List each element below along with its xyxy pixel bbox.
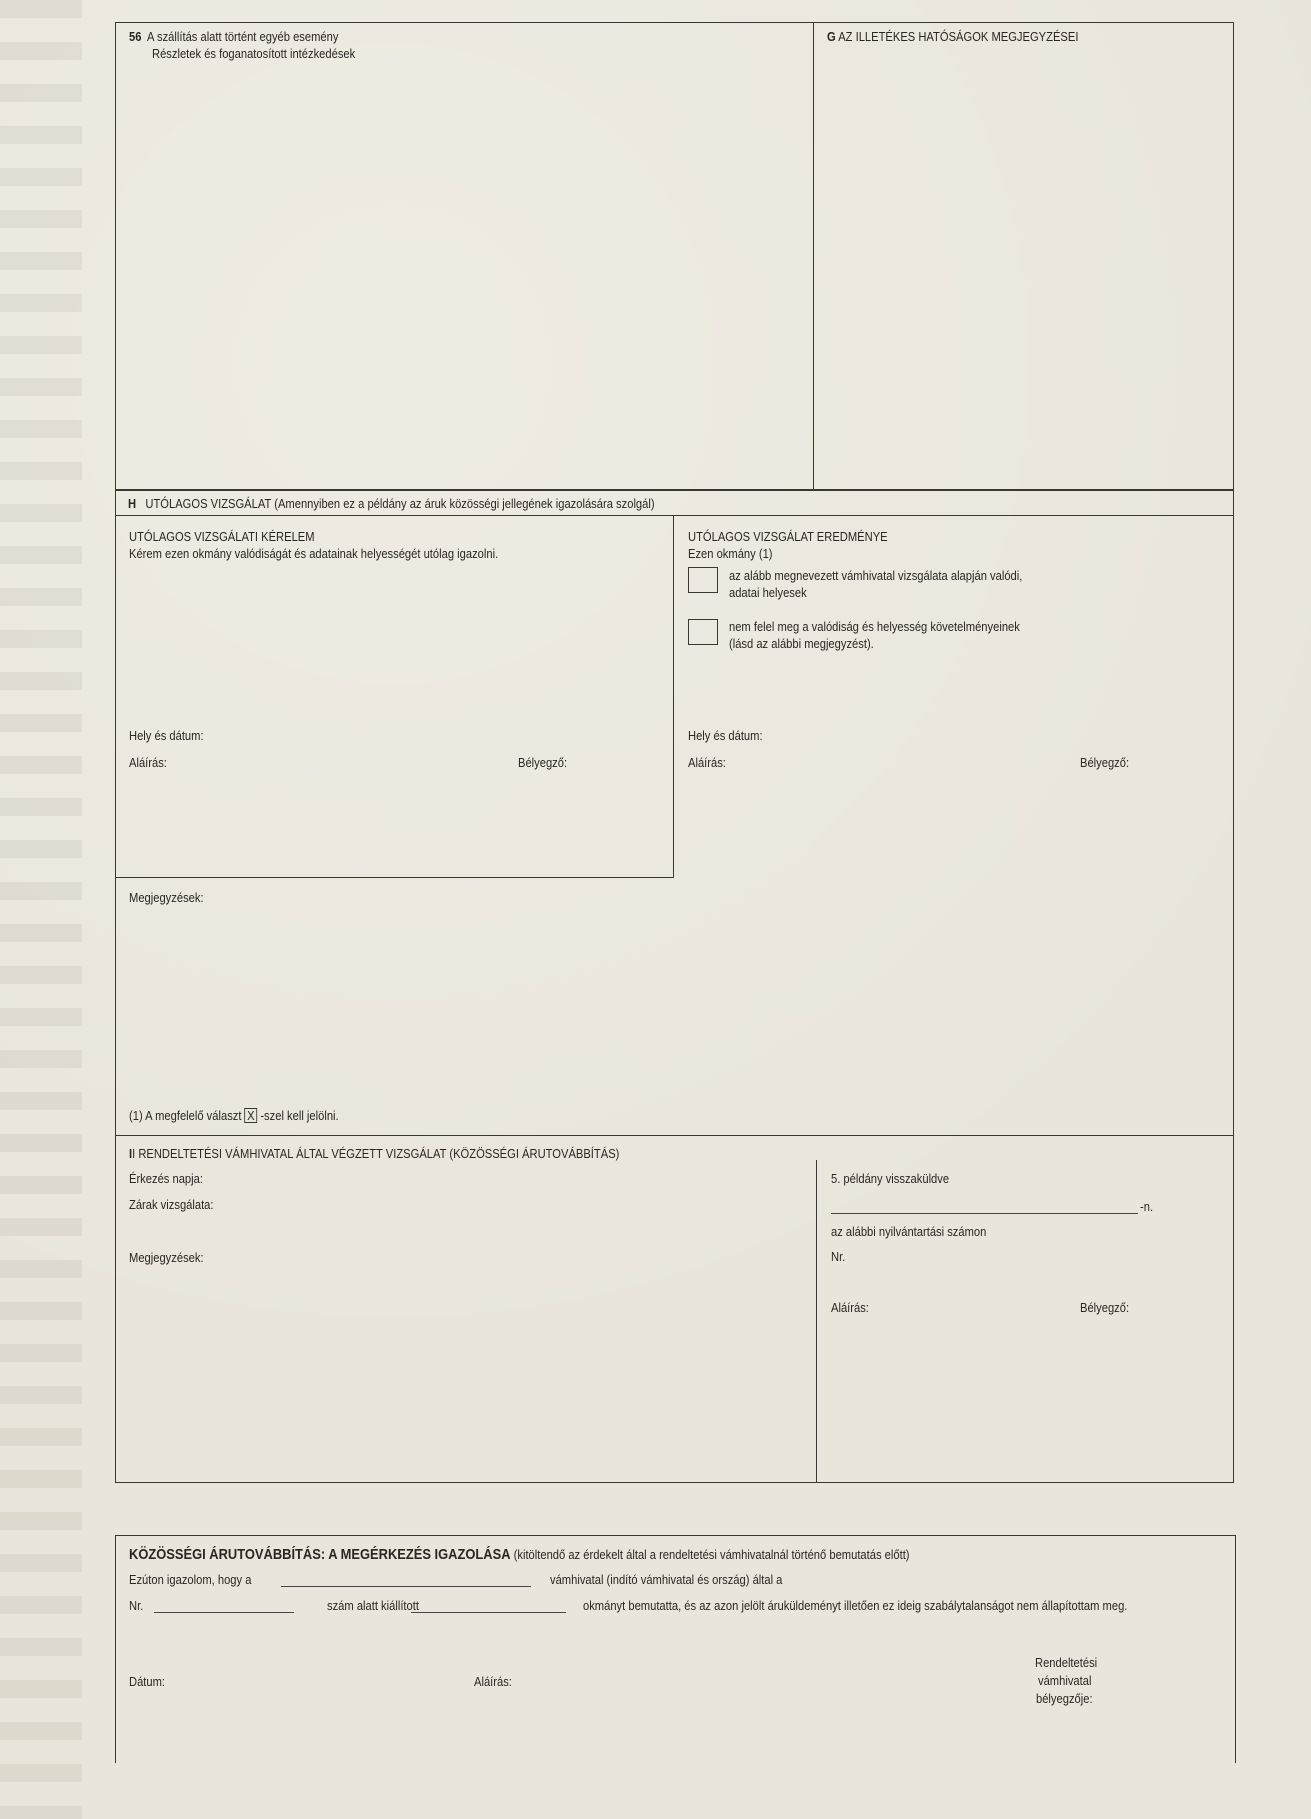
section-i-arrival: Érkezés napja: <box>129 1171 203 1186</box>
section-i-seals: Zárak vizsgálata: <box>129 1197 214 1212</box>
receipt-stamp-line3: bélyegzője: <box>1036 1691 1093 1706</box>
result-place-date: Hely és dátum: <box>688 728 763 743</box>
section-h-remarks: Megjegyzések: <box>129 890 204 905</box>
receipt-title <box>129 1547 910 1563</box>
result-intro: Ezen okmány (1) <box>688 546 773 561</box>
request-place-date: Hely és dátum: <box>129 728 204 743</box>
receipt-line2-c: okmányt bemutatta, és az azon jelölt áruküldeményt illetően ez ideig szabálytalanságot nem állapítottam meg. <box>583 1598 1128 1613</box>
box-56-number: 56 <box>129 29 142 44</box>
section-i-title-text: I RENDELTETÉSI VÁMHIVATAL ÁLTAL VÉGZETT VIZSGÁLAT (KÖZÖSSÉGI ÁRUTOVÁBBÍTÁS) <box>132 1146 620 1161</box>
request-stamp: Bélyegző: <box>518 755 568 770</box>
box-g-title <box>827 29 1078 45</box>
result-signature: Aláírás: <box>688 755 726 770</box>
receipt-title-note: (kitöltendő az érdekelt által a rendeltetési vámhivatalnál történő bemutatás előtt) <box>513 1547 910 1562</box>
section-h-title-note: (Amennyiben ez a példány az áruk közösségi jellegének igazolására szolgál) <box>274 496 655 511</box>
footnote-x-mark: X <box>245 1108 258 1123</box>
box-g-letter: G <box>827 29 836 44</box>
section-h-footnote <box>129 1108 339 1124</box>
section-h-letter: H <box>128 496 137 511</box>
section-i-signature: Aláírás: <box>831 1300 869 1315</box>
receipt-date: Dátum: <box>129 1674 166 1689</box>
result-option1-line2: adatai helyesek <box>729 585 807 600</box>
receipt-signature: Aláírás: <box>474 1674 512 1689</box>
section-i-date-line[interactable] <box>831 1213 1138 1214</box>
section-i-frame <box>115 1135 1234 1483</box>
section-i-suffix-n: -n. <box>1140 1199 1154 1214</box>
box-56-title <box>129 29 338 45</box>
receipt-right-rule <box>1235 1535 1236 1763</box>
receipt-line1-b: vámhivatal (indító vámhivatal és ország) által a <box>550 1572 783 1587</box>
result-option1-checkbox[interactable] <box>688 567 718 593</box>
section-h-request-divider <box>673 515 674 877</box>
receipt-stamp-line1: Rendeltetési <box>1035 1655 1098 1670</box>
receipt-line1-a: Ezúton igazolom, hogy a <box>129 1572 252 1587</box>
receipt-left-rule <box>115 1535 116 1763</box>
section-h-frame <box>115 490 1234 1136</box>
result-option2-line1: nem felel meg a valódiság és helyesség követelményeinek <box>729 619 1020 634</box>
section-i-divider <box>816 1160 817 1483</box>
section-i-remarks: Megjegyzések: <box>129 1250 204 1265</box>
footnote-text-after: -szel kell jelölni. <box>260 1108 339 1123</box>
box-56-g-divider <box>813 22 814 490</box>
section-i-nr: Nr. <box>831 1249 846 1264</box>
box-g-title-text: AZ ILLETÉKES HATÓSÁGOK MEGJEGYZÉSEI <box>838 29 1079 44</box>
receipt-top-rule <box>115 1535 1235 1536</box>
request-text: Kérem ezen okmány valódiságát és adatainak helyességét utólag igazolni. <box>129 546 499 561</box>
perforated-margin <box>0 0 82 1819</box>
box-56-title-text: A szállítás alatt történt egyéb esemény <box>147 29 339 44</box>
receipt-office-line[interactable] <box>281 1586 531 1587</box>
result-option2-line2: (lásd az alábbi megjegyzést). <box>729 636 874 651</box>
footnote-text-before: (1) A megfelelő választ <box>129 1108 242 1123</box>
section-h-title <box>128 496 655 512</box>
section-i-title: II RENDELTETÉSI VÁMHIVATAL ÁLTAL VÉGZETT VIZSGÁLAT (KÖZÖSSÉGI ÁRUTOVÁBBÍTÁS) <box>129 1146 620 1161</box>
section-i-stamp: Bélyegző: <box>1080 1300 1130 1315</box>
box-56-g-frame <box>115 22 1234 490</box>
receipt-line2-nr: Nr. <box>129 1598 144 1613</box>
section-h-header-rule <box>115 515 1234 516</box>
section-h-request-bottom <box>115 877 674 878</box>
result-option2-checkbox[interactable] <box>688 619 718 645</box>
receipt-title-bold: KÖZÖSSÉGI ÁRUTOVÁBBÍTÁS: A MEGÉRKEZÉS IGAZOLÁSA <box>129 1546 511 1563</box>
result-option1-line1: az alább megnevezett vámhivatal vizsgálata alapján valódi, <box>729 568 1023 583</box>
receipt-nr-line[interactable] <box>154 1612 294 1613</box>
result-heading: UTÓLAGOS VIZSGÁLAT EREDMÉNYE <box>688 529 888 544</box>
receipt-document-line[interactable] <box>411 1612 566 1613</box>
section-i-register-number: az alábbi nyilvántartási számon <box>831 1224 987 1239</box>
section-h-title-text: UTÓLAGOS VIZSGÁLAT <box>145 496 272 511</box>
section-i-copy-returned: 5. példány visszaküldve <box>831 1171 950 1186</box>
result-stamp: Bélyegző: <box>1080 755 1130 770</box>
box-56-subtitle: Részletek és foganatosított intézkedések <box>152 46 356 61</box>
request-heading: UTÓLAGOS VIZSGÁLATI KÉRELEM <box>129 529 315 544</box>
request-signature: Aláírás: <box>129 755 167 770</box>
receipt-line2-b: szám alatt kiállított <box>327 1598 419 1613</box>
receipt-stamp-line2: vámhivatal <box>1038 1673 1092 1688</box>
